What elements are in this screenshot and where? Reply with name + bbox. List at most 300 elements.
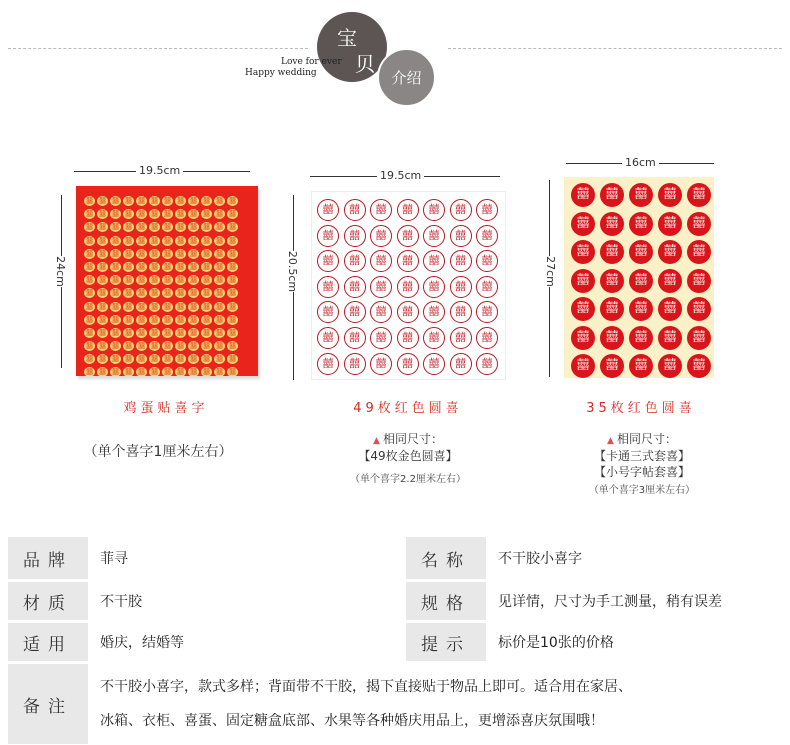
round-sticker-red: 囍 bbox=[317, 225, 339, 247]
egg-sticker: 囍 bbox=[177, 197, 184, 205]
remark-label: 备注 bbox=[8, 664, 88, 744]
egg-sticker: 囍 bbox=[151, 355, 158, 364]
egg-sticker: 囍 bbox=[138, 223, 145, 232]
round-sticker-filled: 囍 bbox=[571, 297, 595, 321]
spec-row-usage bbox=[8, 623, 783, 664]
usage-label: 适用 bbox=[8, 623, 88, 661]
egg-sticker: 囍 bbox=[203, 197, 210, 205]
p1-width-label: 19.5cm bbox=[136, 164, 183, 177]
egg-sticker: 囍 bbox=[112, 197, 119, 205]
egg-sticker: 囍 bbox=[229, 223, 236, 232]
round-sticker-red: 囍 bbox=[450, 353, 472, 375]
egg-sticker: 囍 bbox=[99, 368, 106, 376]
egg-sticker: 囍 bbox=[138, 210, 145, 219]
egg-sticker: 囍 bbox=[151, 276, 158, 285]
p3-same-size-text: 相同尺寸： bbox=[616, 432, 677, 446]
egg-sticker: 囍 bbox=[99, 210, 106, 219]
egg-sticker: 囍 bbox=[229, 342, 236, 351]
egg-sticker: 囍 bbox=[203, 210, 210, 219]
round-sticker-red: 囍 bbox=[344, 276, 366, 298]
round-sticker-filled: 囍 bbox=[600, 269, 624, 293]
egg-sticker: 囍 bbox=[86, 223, 93, 232]
egg-sticker: 囍 bbox=[229, 197, 236, 205]
spec-table bbox=[8, 537, 783, 744]
egg-sticker: 囍 bbox=[151, 302, 158, 311]
egg-sticker: 囍 bbox=[164, 342, 171, 351]
p2-title: 49枚红色圆喜 bbox=[353, 401, 463, 416]
round-sticker-red: 囍 bbox=[450, 250, 472, 272]
round-sticker-filled: 囍 bbox=[629, 354, 653, 378]
egg-sticker: 囍 bbox=[229, 368, 236, 376]
egg-sticker: 囍 bbox=[86, 368, 93, 376]
round-sticker-red: 囍 bbox=[450, 301, 472, 323]
egg-sticker: 囍 bbox=[190, 342, 197, 351]
red-round-grid bbox=[317, 199, 499, 375]
round-sticker-red: 囍 bbox=[370, 327, 392, 349]
red-filled-grid bbox=[571, 183, 711, 378]
header-char-bao: 宝 bbox=[337, 26, 357, 50]
round-sticker-red: 囍 bbox=[317, 301, 339, 323]
egg-sticker: 囍 bbox=[177, 315, 184, 324]
egg-sticker: 囍 bbox=[151, 368, 158, 376]
egg-sticker: 囍 bbox=[86, 249, 93, 258]
egg-sticker: 囍 bbox=[164, 368, 171, 376]
egg-sticker: 囍 bbox=[164, 249, 171, 258]
header-char-bei: 贝 bbox=[355, 52, 375, 76]
round-sticker-red: 囍 bbox=[317, 199, 339, 221]
p3-title: 35枚红色圆喜 bbox=[586, 401, 696, 416]
round-sticker-filled: 囍 bbox=[600, 183, 624, 207]
egg-sticker: 囍 bbox=[216, 236, 223, 245]
round-sticker-filled: 囍 bbox=[658, 297, 682, 321]
round-sticker-filled: 囍 bbox=[629, 326, 653, 350]
egg-sticker: 囍 bbox=[138, 342, 145, 351]
round-sticker-red: 囍 bbox=[397, 225, 419, 247]
round-sticker-red: 囍 bbox=[344, 199, 366, 221]
egg-sticker: 囍 bbox=[177, 355, 184, 364]
round-sticker-red: 囍 bbox=[450, 276, 472, 298]
spec-row-material bbox=[8, 582, 783, 623]
egg-sticker: 囍 bbox=[164, 328, 171, 337]
round-sticker-red: 囍 bbox=[344, 225, 366, 247]
egg-sticker: 囍 bbox=[151, 236, 158, 245]
round-sticker-red: 囍 bbox=[370, 353, 392, 375]
egg-sticker: 囍 bbox=[112, 368, 119, 376]
egg-sticker: 囍 bbox=[177, 223, 184, 232]
egg-sticker: 囍 bbox=[138, 197, 145, 205]
egg-sticker: 囍 bbox=[229, 262, 236, 271]
round-sticker-red: 囍 bbox=[476, 225, 498, 247]
egg-sticker: 囍 bbox=[151, 342, 158, 351]
egg-sticker: 囍 bbox=[138, 289, 145, 298]
tagline-love-for-ever: Love for ever bbox=[281, 57, 342, 67]
round-sticker-filled: 囍 bbox=[658, 326, 682, 350]
egg-sticker: 囍 bbox=[229, 276, 236, 285]
egg-sticker: 囍 bbox=[164, 197, 171, 205]
name-label: 名称 bbox=[406, 537, 486, 579]
hint-label: 提示 bbox=[406, 623, 486, 661]
egg-sticker: 囍 bbox=[125, 355, 132, 364]
egg-sticker: 囍 bbox=[190, 197, 197, 205]
round-sticker-red: 囍 bbox=[344, 353, 366, 375]
egg-sticker: 囍 bbox=[229, 236, 236, 245]
p3-note: （单个喜字3厘米左右） bbox=[588, 485, 696, 496]
p1-height-label: 24cm bbox=[53, 256, 67, 287]
egg-sticker: 囍 bbox=[125, 249, 132, 258]
round-sticker-red: 囍 bbox=[423, 250, 445, 272]
brand-value: 菲寻 bbox=[100, 551, 128, 567]
egg-sticker: 囍 bbox=[112, 302, 119, 311]
egg-sticker: 囍 bbox=[138, 249, 145, 258]
egg-sticker: 囍 bbox=[112, 249, 119, 258]
egg-sticker: 囍 bbox=[138, 355, 145, 364]
egg-sticker: 囍 bbox=[112, 236, 119, 245]
egg-sticker: 囍 bbox=[151, 315, 158, 324]
egg-sticker: 囍 bbox=[216, 355, 223, 364]
p3-variant-1: 【小号字帖套喜】 bbox=[593, 465, 690, 479]
egg-sticker: 囍 bbox=[190, 262, 197, 271]
egg-sticker: 囍 bbox=[229, 355, 236, 364]
egg-sticker: 囍 bbox=[164, 289, 171, 298]
egg-sticker: 囍 bbox=[164, 355, 171, 364]
round-sticker-red: 囍 bbox=[476, 353, 498, 375]
round-sticker-red: 囍 bbox=[450, 225, 472, 247]
p2-same-size bbox=[348, 430, 468, 447]
egg-sticker: 囍 bbox=[203, 223, 210, 232]
material-value: 不干胶 bbox=[100, 594, 142, 610]
egg-sticker: 囍 bbox=[125, 276, 132, 285]
egg-sticker: 囍 bbox=[138, 236, 145, 245]
size-label: 规格 bbox=[406, 582, 486, 620]
hint-value: 标价是10张的价格 bbox=[498, 635, 614, 651]
egg-sticker: 囍 bbox=[151, 262, 158, 271]
egg-sticker: 囍 bbox=[125, 328, 132, 337]
egg-sticker: 囍 bbox=[112, 210, 119, 219]
round-sticker-red: 囍 bbox=[370, 276, 392, 298]
round-sticker-red: 囍 bbox=[476, 276, 498, 298]
egg-sticker: 囍 bbox=[229, 315, 236, 324]
round-sticker-filled: 囍 bbox=[658, 269, 682, 293]
p3-height-label: 27cm bbox=[543, 256, 557, 287]
brand-label: 品牌 bbox=[8, 537, 88, 579]
remark-line-1: 不干胶小喜字，款式多样；背面带不干胶，揭下直接贴于物品上即可。适合用在家居、 bbox=[100, 679, 632, 695]
egg-sticker: 囍 bbox=[125, 302, 132, 311]
egg-sticker: 囍 bbox=[86, 289, 93, 298]
round-sticker-filled: 囍 bbox=[600, 212, 624, 236]
egg-sticker: 囍 bbox=[190, 236, 197, 245]
egg-sticker: 囍 bbox=[190, 223, 197, 232]
round-sticker-filled: 囍 bbox=[687, 297, 711, 321]
header-dashed-line-left bbox=[8, 48, 308, 49]
egg-sticker: 囍 bbox=[216, 368, 223, 376]
egg-sticker: 囍 bbox=[112, 342, 119, 351]
spec-row-remark bbox=[8, 664, 783, 744]
egg-sticker: 囍 bbox=[99, 289, 106, 298]
round-sticker-red: 囍 bbox=[317, 276, 339, 298]
round-sticker-red: 囍 bbox=[423, 301, 445, 323]
egg-sticker: 囍 bbox=[125, 210, 132, 219]
round-sticker-filled: 囍 bbox=[600, 297, 624, 321]
egg-sticker: 囍 bbox=[86, 236, 93, 245]
p2-variant-0: 【49枚金色圆喜】 bbox=[358, 449, 458, 463]
egg-sticker: 囍 bbox=[164, 210, 171, 219]
round-sticker-red: 囍 bbox=[450, 199, 472, 221]
round-sticker-red: 囍 bbox=[423, 199, 445, 221]
round-sticker-filled: 囍 bbox=[571, 240, 595, 264]
round-sticker-filled: 囍 bbox=[571, 269, 595, 293]
p2-note: （单个喜字2.2厘米左右） bbox=[350, 474, 466, 485]
p1-title: 鸡蛋贴喜字 bbox=[123, 401, 209, 416]
round-sticker-filled: 囍 bbox=[629, 183, 653, 207]
egg-sticker: 囍 bbox=[177, 236, 184, 245]
round-sticker-filled: 囍 bbox=[658, 212, 682, 236]
egg-sticker: 囍 bbox=[177, 249, 184, 258]
egg-sticker: 囍 bbox=[190, 210, 197, 219]
egg-sticker: 囍 bbox=[125, 315, 132, 324]
red-round-sticker-sheet bbox=[311, 191, 506, 380]
egg-sticker: 囍 bbox=[229, 210, 236, 219]
egg-sticker: 囍 bbox=[86, 197, 93, 205]
round-sticker-filled: 囍 bbox=[629, 240, 653, 264]
egg-sticker: 囍 bbox=[125, 368, 132, 376]
round-sticker-red: 囍 bbox=[370, 250, 392, 272]
egg-sticker: 囍 bbox=[138, 368, 145, 376]
round-sticker-filled: 囍 bbox=[571, 212, 595, 236]
egg-sticker: 囍 bbox=[216, 315, 223, 324]
round-sticker-filled: 囍 bbox=[687, 269, 711, 293]
egg-sticker: 囍 bbox=[99, 355, 106, 364]
round-sticker-filled: 囍 bbox=[629, 297, 653, 321]
round-sticker-filled: 囍 bbox=[629, 269, 653, 293]
size-value: 见详情，尺寸为手工测量，稍有误差 bbox=[498, 594, 722, 610]
egg-sticker: 囍 bbox=[86, 315, 93, 324]
egg-sticker: 囍 bbox=[86, 276, 93, 285]
round-sticker-red: 囍 bbox=[370, 301, 392, 323]
p2-height-label: 20.5cm bbox=[286, 250, 300, 293]
round-sticker-red: 囍 bbox=[344, 250, 366, 272]
round-sticker-filled: 囍 bbox=[687, 326, 711, 350]
egg-sticker: 囍 bbox=[203, 249, 210, 258]
egg-sticker: 囍 bbox=[190, 289, 197, 298]
egg-sticker: 囍 bbox=[99, 342, 106, 351]
egg-sticker: 囍 bbox=[99, 302, 106, 311]
egg-sticker: 囍 bbox=[99, 236, 106, 245]
egg-sticker: 囍 bbox=[190, 368, 197, 376]
round-sticker-red: 囍 bbox=[370, 199, 392, 221]
round-sticker-red: 囍 bbox=[476, 327, 498, 349]
egg-sticker: 囍 bbox=[138, 315, 145, 324]
round-sticker-red: 囍 bbox=[317, 250, 339, 272]
round-sticker-red: 囍 bbox=[397, 353, 419, 375]
spec-row-brand bbox=[8, 537, 783, 582]
egg-sticker: 囍 bbox=[125, 342, 132, 351]
egg-sticker: 囍 bbox=[86, 210, 93, 219]
egg-sticker: 囍 bbox=[125, 262, 132, 271]
egg-sticker: 囍 bbox=[164, 236, 171, 245]
egg-sticker: 囍 bbox=[138, 302, 145, 311]
egg-sticker: 囍 bbox=[216, 223, 223, 232]
egg-sticker: 囍 bbox=[125, 223, 132, 232]
egg-sticker: 囍 bbox=[112, 262, 119, 271]
egg-sticker: 囍 bbox=[99, 328, 106, 337]
egg-sticker: 囍 bbox=[112, 276, 119, 285]
remark-line-2: 冰箱、衣柜、喜蛋、固定糖盒底部、水果等各种婚庆用品上，更增添喜庆氛围哦！ bbox=[100, 713, 604, 729]
tagline-happy-wedding: Happy wedding bbox=[245, 68, 317, 78]
egg-sticker: 囍 bbox=[190, 249, 197, 258]
round-sticker-red: 囍 bbox=[397, 250, 419, 272]
egg-sticker: 囍 bbox=[86, 342, 93, 351]
egg-sticker: 囍 bbox=[203, 342, 210, 351]
remark-value bbox=[88, 664, 783, 744]
egg-sticker: 囍 bbox=[190, 302, 197, 311]
egg-sticker: 囍 bbox=[86, 302, 93, 311]
egg-sticker: 囍 bbox=[177, 210, 184, 219]
egg-sticker: 囍 bbox=[177, 276, 184, 285]
egg-sticker: 囍 bbox=[216, 276, 223, 285]
round-sticker-filled: 囍 bbox=[658, 240, 682, 264]
egg-sticker: 囍 bbox=[190, 276, 197, 285]
egg-sticker: 囍 bbox=[190, 315, 197, 324]
egg-sticker: 囍 bbox=[203, 289, 210, 298]
egg-sticker: 囍 bbox=[125, 289, 132, 298]
egg-sticker: 囍 bbox=[203, 368, 210, 376]
egg-sticker: 囍 bbox=[216, 249, 223, 258]
round-sticker-filled: 囍 bbox=[687, 240, 711, 264]
p1-note: （单个喜字1厘米左右） bbox=[83, 444, 233, 460]
egg-sticker: 囍 bbox=[99, 223, 106, 232]
egg-sticker: 囍 bbox=[99, 315, 106, 324]
round-sticker-filled: 囍 bbox=[600, 240, 624, 264]
round-sticker-filled: 囍 bbox=[687, 183, 711, 207]
header-circle-light bbox=[377, 48, 436, 107]
p2-same-size-text: 相同尺寸： bbox=[382, 432, 443, 446]
triangle-icon: ▲ bbox=[373, 436, 380, 446]
round-sticker-red: 囍 bbox=[370, 225, 392, 247]
egg-sticker: 囍 bbox=[216, 342, 223, 351]
egg-sticker: 囍 bbox=[151, 210, 158, 219]
egg-sticker: 囍 bbox=[164, 262, 171, 271]
egg-sticker: 囍 bbox=[138, 262, 145, 271]
round-sticker-red: 囍 bbox=[397, 301, 419, 323]
round-sticker-red: 囍 bbox=[423, 327, 445, 349]
round-sticker-red: 囍 bbox=[476, 301, 498, 323]
round-sticker-red: 囍 bbox=[344, 301, 366, 323]
egg-sticker: 囍 bbox=[190, 328, 197, 337]
round-sticker-red: 囍 bbox=[423, 225, 445, 247]
egg-sticker: 囍 bbox=[177, 262, 184, 271]
header-intro-text: 介绍 bbox=[391, 69, 422, 87]
round-sticker-filled: 囍 bbox=[600, 354, 624, 378]
egg-sticker: 囍 bbox=[190, 355, 197, 364]
egg-sticker: 囍 bbox=[216, 197, 223, 205]
round-sticker-red: 囍 bbox=[317, 353, 339, 375]
round-sticker-filled: 囍 bbox=[571, 183, 595, 207]
egg-sticker: 囍 bbox=[151, 223, 158, 232]
p3-variant-0: 【卡通三式套喜】 bbox=[593, 449, 690, 463]
round-sticker-red: 囍 bbox=[344, 327, 366, 349]
round-sticker-red: 囍 bbox=[423, 276, 445, 298]
egg-sticker: 囍 bbox=[216, 262, 223, 271]
egg-sticker: 囍 bbox=[138, 328, 145, 337]
egg-sticker: 囍 bbox=[229, 328, 236, 337]
red-filled-sticker-sheet bbox=[564, 177, 714, 378]
egg-sticker: 囍 bbox=[151, 289, 158, 298]
round-sticker-red: 囍 bbox=[397, 199, 419, 221]
p2-width-label: 19.5cm bbox=[377, 169, 424, 182]
triangle-icon: ▲ bbox=[607, 436, 614, 446]
egg-sticker: 囍 bbox=[151, 328, 158, 337]
round-sticker-filled: 囍 bbox=[658, 183, 682, 207]
egg-sticker: 囍 bbox=[99, 276, 106, 285]
egg-sticker: 囍 bbox=[203, 236, 210, 245]
egg-sticker: 囍 bbox=[151, 249, 158, 258]
name-value: 不干胶小喜字 bbox=[498, 551, 582, 567]
egg-sticker: 囍 bbox=[138, 276, 145, 285]
egg-sticker: 囍 bbox=[203, 315, 210, 324]
egg-sticker: 囍 bbox=[216, 302, 223, 311]
egg-sticker-sheet bbox=[76, 186, 258, 376]
egg-sticker: 囍 bbox=[203, 328, 210, 337]
egg-sticker: 囍 bbox=[203, 355, 210, 364]
egg-sticker: 囍 bbox=[86, 328, 93, 337]
round-sticker-red: 囍 bbox=[450, 327, 472, 349]
egg-sticker: 囍 bbox=[112, 355, 119, 364]
egg-sticker-grid bbox=[84, 196, 238, 376]
egg-sticker: 囍 bbox=[216, 289, 223, 298]
round-sticker-filled: 囍 bbox=[571, 326, 595, 350]
egg-sticker: 囍 bbox=[99, 262, 106, 271]
egg-sticker: 囍 bbox=[177, 328, 184, 337]
round-sticker-red: 囍 bbox=[317, 327, 339, 349]
egg-sticker: 囍 bbox=[203, 262, 210, 271]
p3-same-size bbox=[582, 430, 702, 447]
egg-sticker: 囍 bbox=[112, 223, 119, 232]
round-sticker-filled: 囍 bbox=[687, 354, 711, 378]
egg-sticker: 囍 bbox=[99, 197, 106, 205]
p3-width-label: 16cm bbox=[622, 156, 659, 169]
egg-sticker: 囍 bbox=[151, 197, 158, 205]
usage-value: 婚庆，结婚等 bbox=[100, 635, 184, 651]
round-sticker-red: 囍 bbox=[397, 276, 419, 298]
egg-sticker: 囍 bbox=[216, 328, 223, 337]
egg-sticker: 囍 bbox=[216, 210, 223, 219]
material-label: 材质 bbox=[8, 582, 88, 620]
egg-sticker: 囍 bbox=[229, 249, 236, 258]
egg-sticker: 囍 bbox=[86, 355, 93, 364]
egg-sticker: 囍 bbox=[164, 276, 171, 285]
round-sticker-red: 囍 bbox=[423, 353, 445, 375]
egg-sticker: 囍 bbox=[164, 223, 171, 232]
round-sticker-filled: 囍 bbox=[687, 212, 711, 236]
header-dashed-line-right bbox=[448, 48, 782, 49]
round-sticker-filled: 囍 bbox=[629, 212, 653, 236]
egg-sticker: 囍 bbox=[86, 262, 93, 271]
egg-sticker: 囍 bbox=[177, 368, 184, 376]
egg-sticker: 囍 bbox=[125, 236, 132, 245]
egg-sticker: 囍 bbox=[112, 289, 119, 298]
round-sticker-red: 囍 bbox=[476, 199, 498, 221]
round-sticker-filled: 囍 bbox=[600, 326, 624, 350]
egg-sticker: 囍 bbox=[177, 342, 184, 351]
egg-sticker: 囍 bbox=[203, 276, 210, 285]
egg-sticker: 囍 bbox=[229, 289, 236, 298]
egg-sticker: 囍 bbox=[112, 328, 119, 337]
egg-sticker: 囍 bbox=[203, 302, 210, 311]
egg-sticker: 囍 bbox=[177, 302, 184, 311]
egg-sticker: 囍 bbox=[177, 289, 184, 298]
egg-sticker: 囍 bbox=[229, 302, 236, 311]
round-sticker-filled: 囍 bbox=[571, 354, 595, 378]
